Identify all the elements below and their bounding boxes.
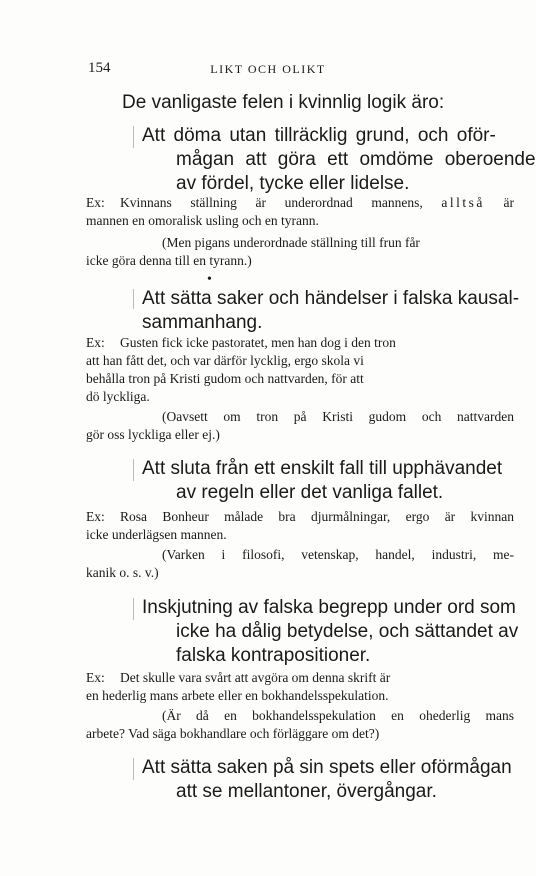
margin-mark (133, 758, 134, 780)
example-1 (86, 194, 514, 230)
rule-line: Att sätta saken på sin spets eller oförmågan (142, 757, 512, 778)
example-line: Gusten fick icke pastoratet, men han dog i den tron (120, 335, 396, 350)
rule-1 (142, 124, 536, 196)
parenthetical-1 (86, 234, 514, 270)
parenthetical-line: (Är då en bokhandelsspekulation en ohederlig mans (162, 708, 514, 723)
rule-line: Att sätta saker och händelser i falska kausal- (142, 288, 520, 309)
example-line: Det skulle vara svårt att avgöra om denna skrift är (120, 670, 391, 685)
example-line: en hederlig mans arbete eller en bokhandelsspekulation. (86, 688, 389, 703)
rule-4 (142, 596, 522, 668)
example-label: Ex: (86, 670, 105, 685)
rule-line: att se mellantoner, övergångar. (176, 781, 437, 802)
parenthetical-line: kanik o. s. v.) (86, 565, 159, 580)
example-line: dö lyckliga. (86, 389, 150, 404)
example-line: Rosa Bonheur målade bra djurmålningar, ergo är kvinnan (120, 509, 514, 524)
margin-mark (133, 459, 134, 481)
parenthetical-3 (86, 546, 514, 582)
parenthetical-line: arbete? Vad säga bokhandlare och förläggare om det?) (86, 726, 380, 741)
example-3 (86, 508, 514, 544)
parenthetical-line: (Varken i filosofi, vetenskap, handel, industri, me- (162, 547, 514, 562)
example-line: behålla tron på Kristi gudom och nattvarden, för att (86, 371, 364, 386)
rule-line: Att sluta från ett enskilt fall till upphävandet (142, 458, 503, 479)
stray-mark: • (207, 272, 212, 287)
rule-line: icke ha dålig betydelse, och sättandet av (176, 621, 519, 642)
rule-line: sammanhang. (142, 312, 263, 333)
example-2 (86, 334, 514, 406)
margin-mark (133, 126, 134, 148)
example-line: icke underlägsen mannen. (86, 527, 227, 542)
parenthetical-line: (Men pigans underordnade ställning till frun får (162, 235, 420, 250)
rule-2 (142, 287, 522, 335)
rule-line: av fördel, tycke eller lidelse. (176, 173, 410, 194)
parenthetical-line: gör oss lyckliga eller ej.) (86, 427, 220, 442)
running-head: LIKT OCH OLIKT (210, 62, 326, 76)
rule-line: falska kontrapositioner. (176, 645, 371, 666)
example-line: Kvinnans ställning är underordnad mannens, (120, 195, 442, 210)
margin-mark (133, 598, 134, 620)
margin-mark (133, 289, 134, 309)
rule-3 (142, 457, 522, 505)
parenthetical-2 (86, 408, 514, 444)
example-line-tail: är (484, 195, 514, 210)
rule-5 (142, 756, 522, 804)
example-line: mannen en omoralisk usling och en tyrann. (86, 213, 319, 228)
parenthetical-4 (86, 707, 514, 743)
section-heading: De vanligaste felen i kvinnlig logik äro: (122, 92, 445, 113)
rule-line: Inskjutning av falska begrepp under ord som (142, 597, 516, 618)
example-4 (86, 669, 514, 705)
example-emphasis: alltså (441, 195, 485, 210)
parenthetical-line: (Oavsett om tron på Kristi gudom och nattvarden (162, 409, 514, 424)
rule-line: Att döma utan tillräcklig grund, och oför- (142, 125, 496, 146)
page-number: 154 (88, 60, 111, 76)
rule-line: mågan att göra ett omdöme oberoende (176, 149, 536, 170)
example-label: Ex: (86, 509, 105, 524)
rule-line: av regeln eller det vanliga fallet. (176, 482, 444, 503)
example-line: att han fått det, och var därför lycklig, ergo skola vi (86, 353, 364, 368)
parenthetical-line: icke göra denna till en tyrann.) (86, 253, 252, 268)
example-label: Ex: (86, 335, 105, 350)
example-label: Ex: (86, 195, 105, 210)
